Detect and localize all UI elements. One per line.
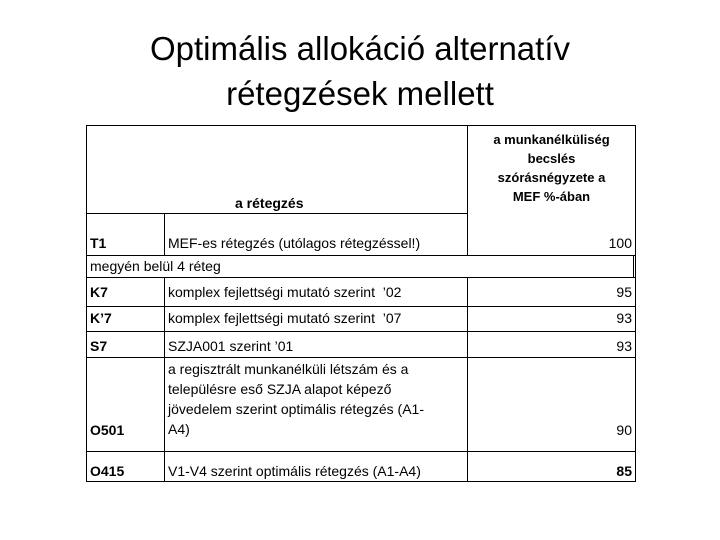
grid-line — [164, 277, 165, 482]
row-description: MEF-es rétegzés (utólagos rétegzéssel!) — [168, 235, 421, 251]
row-description-line: a regisztrált munkanélküli létszám és a — [168, 361, 409, 377]
row-description-line: A4) — [168, 421, 190, 437]
grid-line — [87, 451, 635, 452]
header-variance-line: a munkanélküliség — [493, 132, 610, 147]
grid-line — [633, 255, 634, 277]
row-value: 95 — [616, 284, 632, 300]
row-code: T1 — [90, 235, 107, 251]
header-variance-line: szórásnégyzete a — [497, 170, 606, 185]
grid-line — [87, 331, 635, 332]
title-line-1: Optimális allokáció alternatív — [149, 30, 570, 67]
row-description — [168, 359, 424, 439]
grid-line — [87, 255, 635, 256]
grid-line — [164, 213, 165, 255]
row-code: K’7 — [90, 310, 112, 326]
header-variance-line: MEF %-ában — [512, 189, 591, 204]
row-description: V1-V4 szerint optimális rétegzés (A1-A4) — [168, 463, 421, 479]
header-variance-line: becslés — [527, 151, 576, 166]
grid-line — [467, 277, 468, 482]
row-description-line: településre eső SZJA alapot képező — [168, 381, 392, 397]
row-value: 100 — [608, 235, 632, 251]
header-variance — [468, 130, 635, 206]
row-description: komplex fejlettségi mutató szerint ’02 — [168, 284, 402, 300]
grid-line — [87, 357, 635, 358]
row-value: 85 — [616, 463, 632, 479]
section-label: megyén belül 4 réteg — [90, 258, 221, 274]
grid-line — [87, 277, 635, 278]
row-value: 93 — [616, 310, 632, 326]
row-value: 93 — [616, 338, 632, 354]
row-value: 90 — [616, 422, 632, 438]
title-line-2: rétegzések mellett — [226, 75, 494, 112]
row-code: O501 — [90, 422, 125, 438]
row-code: S7 — [90, 338, 108, 354]
slide-title — [0, 26, 720, 116]
row-description: SZJA001 szerint ’01 — [168, 338, 294, 354]
header-stratification: a rétegzés — [235, 195, 304, 211]
row-description: komplex fejlettségi mutató szerint ’07 — [168, 310, 402, 326]
row-description-line: jövedelem szerint optimális rétegzés (A1- — [168, 401, 424, 417]
grid-line — [87, 306, 635, 307]
allocation-table — [86, 125, 636, 482]
row-code: O415 — [90, 463, 125, 479]
grid-line — [87, 213, 467, 214]
row-code: K7 — [90, 284, 108, 300]
